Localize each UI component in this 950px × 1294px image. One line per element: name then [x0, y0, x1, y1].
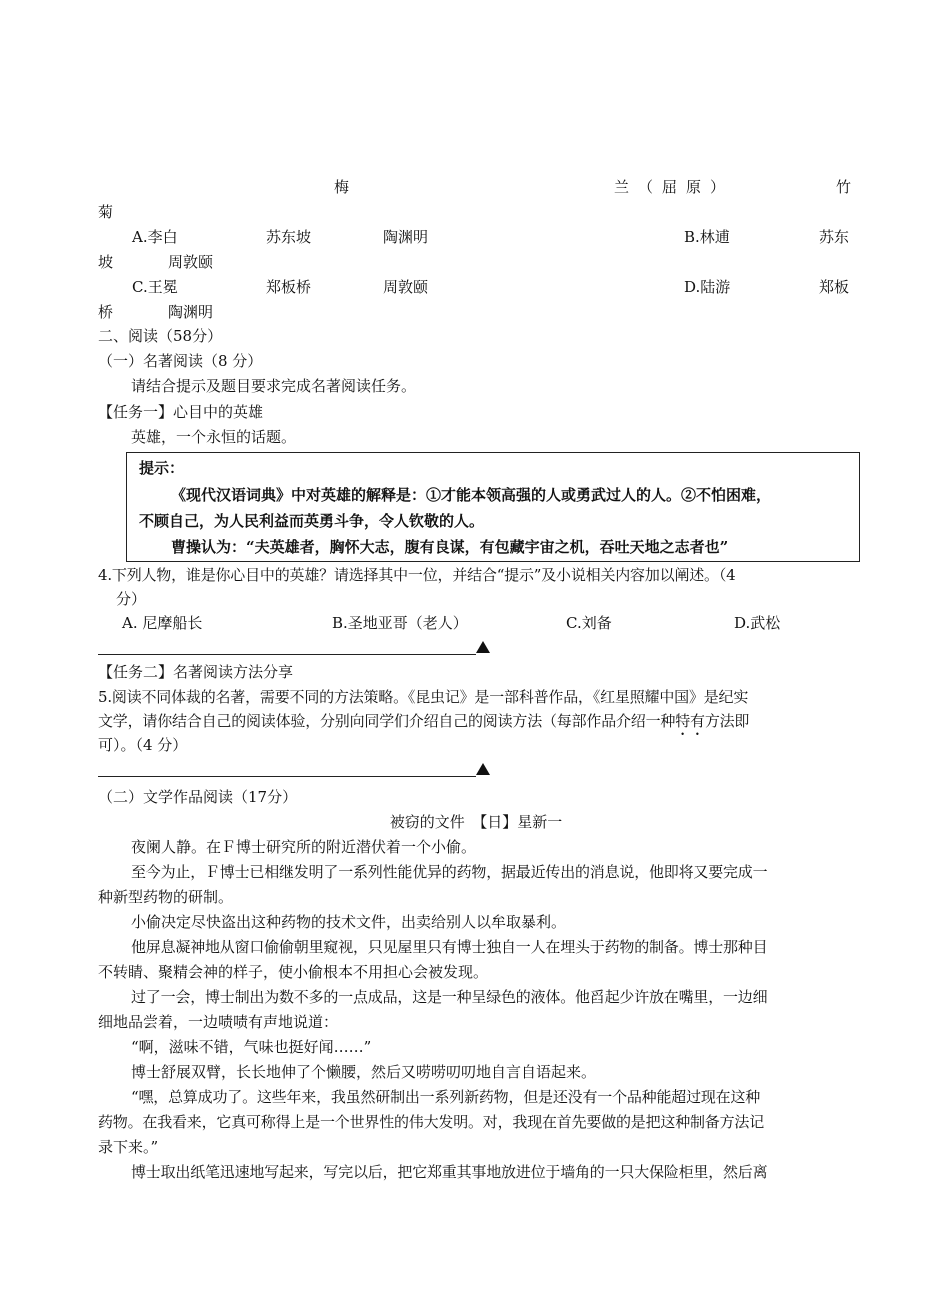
answer-marker-triangle	[476, 763, 490, 775]
q4-option-d: D.武松	[734, 614, 781, 632]
section2-heading: 二、阅读（58分）	[98, 327, 223, 345]
q3-option-plum: 梅	[334, 178, 350, 196]
story-paragraph-8a: “嘿，总算成功了。这些年来，我虽然研制出一系列新药物，但是还没有一个品种能超过现在这种	[131, 1088, 761, 1106]
q3-option-bamboo: 竹	[836, 178, 852, 196]
choice-a-person2: 苏东坡	[266, 228, 312, 246]
story-title: 被窃的文件 【日】星新一	[389, 813, 563, 831]
story-paragraph-5a: 过了一会，博士制出为数不多的一点成品，这是一种呈绿色的液体。他舀起少许放在嘴里，一边细	[131, 988, 768, 1006]
q3-choice-cd	[98, 275, 854, 299]
hint-label: 提示：	[139, 459, 185, 477]
story-paragraph-8c: 录下来。”	[98, 1138, 159, 1156]
choice-d-person3: 陶渊明	[168, 303, 214, 321]
q4-option-a: A. 尼摩船长	[122, 614, 203, 632]
story-paragraph-4a: 他屏息凝神地从窗口偷偷朝里窥视，只见屋里只有博士独自一人在埋头于药物的制备。博士那种目	[131, 938, 768, 956]
story-paragraph-2b: 种新型药物的研制。	[98, 888, 234, 906]
q4-option-b: B.圣地亚哥（老人）	[332, 614, 468, 632]
q3-choice-d-cont	[98, 300, 854, 324]
question-4-line-2: 分）	[116, 590, 147, 608]
hint-box	[126, 452, 860, 562]
choice-d-person2: 郑板	[819, 278, 850, 296]
story-paragraph-7: 博士舒展双臂，长长地伸了个懒腰，然后又唠唠叨叨地自言自语起来。	[131, 1063, 597, 1081]
q3-choice-ab	[98, 225, 854, 249]
question-4-options	[98, 611, 854, 635]
choice-b-person2: 苏东	[819, 228, 850, 246]
story-paragraph-5b: 细地品尝着，一边啧啧有声地说道：	[98, 1013, 339, 1031]
q4-option-c: C.刘备	[566, 614, 612, 632]
answer-line-q4	[98, 654, 476, 655]
hint-line-2: 不顾自己，为人民利益而英勇斗争，令人钦敬的人。	[139, 512, 485, 530]
task2-title: 【任务二】名著阅读方法分享	[98, 663, 294, 681]
q5-line2-pre: 文学，请你结合自己的阅读体验，分别向同学们介绍自己的阅读方法（每部作品介绍一种	[98, 712, 676, 730]
subsection1-heading: （一）名著阅读（8 分）	[98, 352, 263, 370]
choice-d-tail: 桥	[98, 303, 114, 321]
hint-line-3: 曹操认为：“夫英雄者，胸怀大志，腹有良谋，有包藏宇宙之机，吞吐天地之志者也”	[171, 538, 729, 556]
q3-options-row	[98, 175, 854, 199]
choice-b-person3: 周敦颐	[168, 253, 214, 271]
choice-c-person2: 郑板桥	[266, 278, 312, 296]
story-paragraph-9: 博士取出纸笔迅速地写起来，写完以后，把它郑重其事地放进位于墙角的一只大保险柜里，然后离	[131, 1163, 768, 1181]
q5-emphasis-text: 特有	[675, 712, 705, 730]
answer-marker-triangle	[476, 641, 490, 653]
q3-option-orchid: 兰（屈原）	[614, 178, 735, 196]
choice-a-person3: 陶渊明	[383, 228, 429, 246]
q5-line2-post: 方法即	[704, 712, 750, 730]
choice-b-tail: 坡	[98, 253, 114, 271]
story-paragraph-1: 夜阑人静。在Ｆ博士研究所的附近潜伏着一个小偷。	[131, 838, 477, 856]
choice-c-person3: 周敦颐	[383, 278, 429, 296]
choice-a-label: A.李白	[132, 228, 178, 246]
choice-d-label: D.陆游	[684, 278, 731, 296]
question-5-line-1: 5.阅读不同体裁的名著，需要不同的方法策略。《昆虫记》是一部科普作品，《红星照耀中国》是纪实	[98, 688, 749, 706]
answer-line-q5	[98, 776, 476, 777]
story-paragraph-8b: 药物。在我看来，它真可称得上是一个世界性的伟大发明。对，我现在首先要做的是把这种制备方法记	[98, 1113, 765, 1131]
question-5-line-3: 可）。（4 分）	[98, 736, 188, 754]
task1-title: 【任务一】心目中的英雄	[98, 403, 264, 421]
q3-options-tail: 菊	[98, 203, 114, 221]
story-paragraph-4b: 不转睛、聚精会神的样子，使小偷根本不用担心会被发现。	[98, 963, 489, 981]
q3-choice-b-cont	[98, 250, 854, 274]
hint-line-1: 《现代汉语词典》中对英雄的解释是：①才能本领高强的人或勇武过人的人。②不怕困难，	[171, 486, 772, 504]
choice-b-label: B.林逋	[684, 228, 730, 246]
story-paragraph-2a: 至今为止，Ｆ博士已相继发明了一系列性能优异的药物，据最近传出的消息说，他即将又要完成一	[131, 863, 768, 881]
question-5-line-2	[98, 709, 854, 733]
task1-lead: 英雄，一个永恒的话题。	[131, 428, 297, 446]
subsection1-intro: 请结合提示及题目要求完成名著阅读任务。	[131, 377, 417, 395]
story-paragraph-3: 小偷决定尽快盗出这种药物的技术文件，出卖给别人以牟取暴利。	[131, 913, 567, 931]
subsection2-heading: （二）文学作品阅读（17分）	[98, 788, 298, 806]
question-4-line-1: 4.下列人物，谁是你心目中的英雄？请选择其中一位，并结合“提示”及小说相关内容加以阐述。（4	[98, 566, 736, 584]
choice-c-label: C.王冕	[132, 278, 178, 296]
story-paragraph-6: “啊，滋味不错，气味也挺好闻……”	[131, 1038, 372, 1056]
